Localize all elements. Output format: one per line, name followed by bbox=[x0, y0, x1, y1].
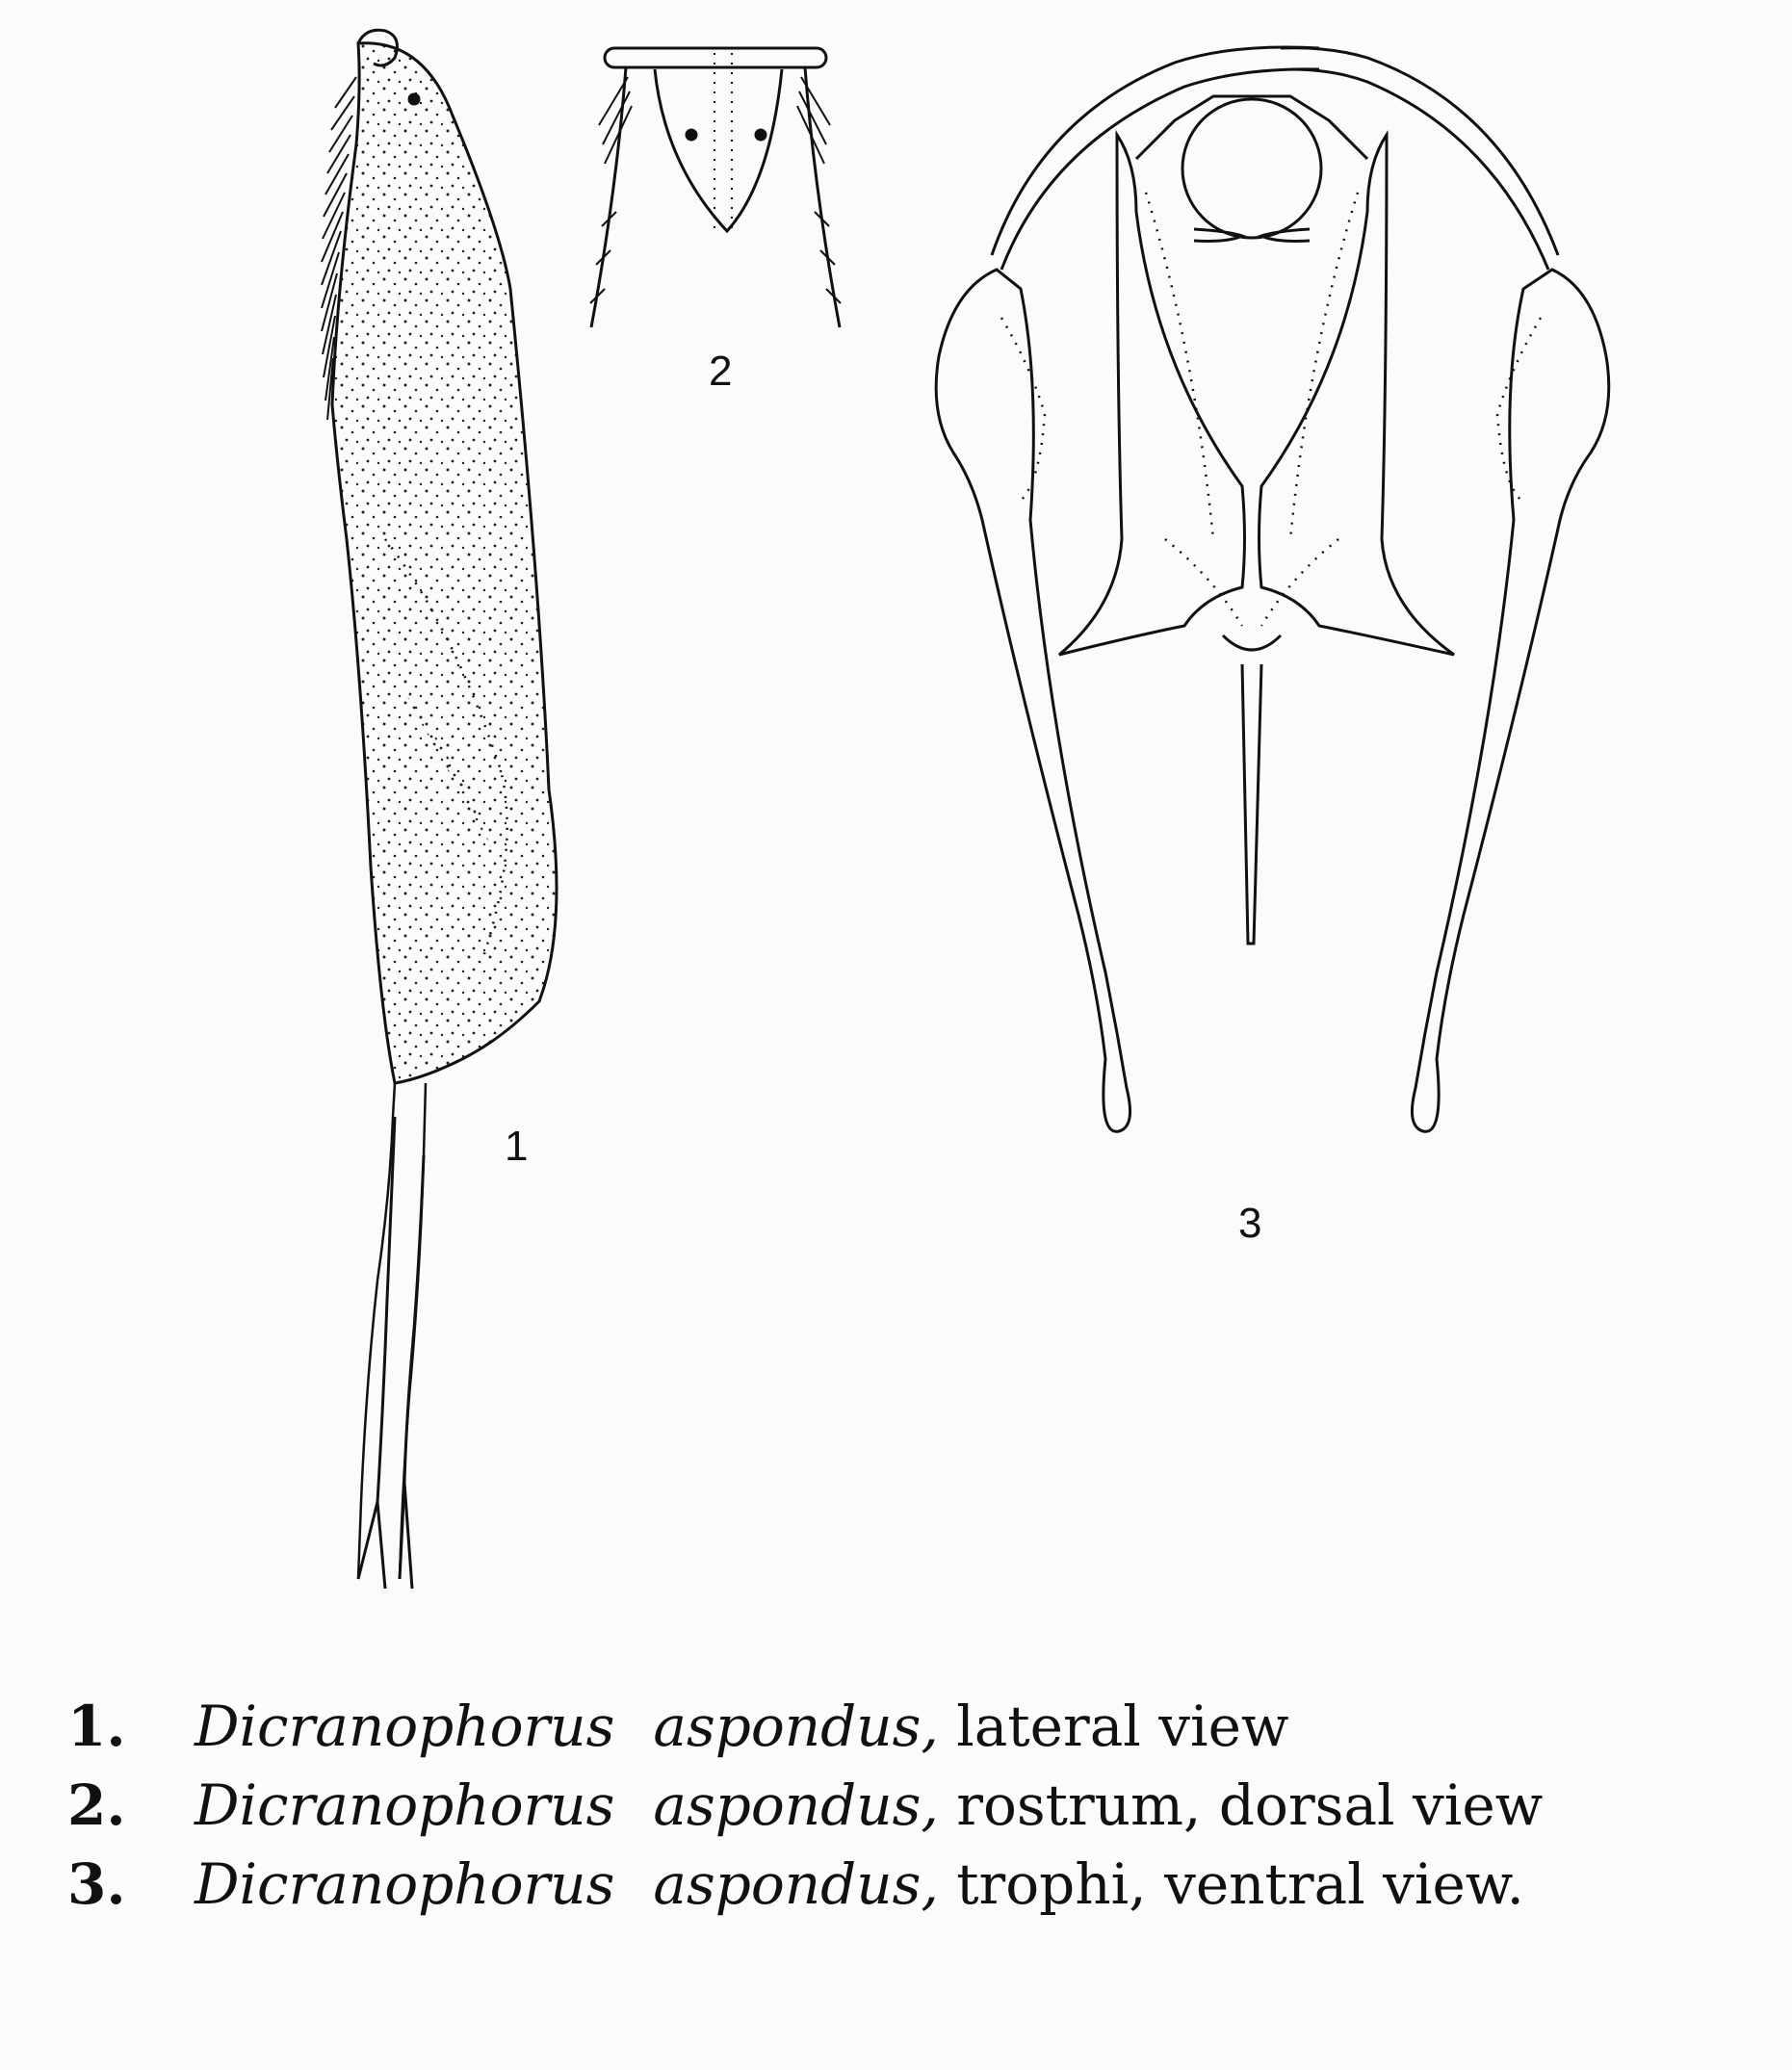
caption-description: lateral view bbox=[956, 1694, 1289, 1759]
caption-genus: Dicranophorus bbox=[195, 1851, 615, 1917]
caption-line-3 bbox=[67, 1845, 1762, 1924]
caption-description: rostrum, dorsal view bbox=[956, 1772, 1544, 1838]
caption-genus: Dicranophorus bbox=[195, 1694, 615, 1759]
caption-line-1 bbox=[67, 1687, 1762, 1766]
caption-species: aspondus, bbox=[653, 1851, 939, 1917]
figure-2-rostrum-view bbox=[590, 48, 841, 327]
caption-description: trophi, ventral view. bbox=[956, 1851, 1524, 1917]
figure-1-lateral-view bbox=[322, 30, 557, 1589]
caption-number: 1. bbox=[67, 1694, 126, 1759]
figure-3-number: 3 bbox=[1238, 1200, 1262, 1247]
caption-species: aspondus, bbox=[653, 1694, 939, 1759]
figure-3-trophi-view bbox=[936, 47, 1609, 1131]
caption-genus: Dicranophorus bbox=[195, 1772, 615, 1838]
figure-captions bbox=[67, 1687, 1762, 1924]
caption-number: 2. bbox=[67, 1772, 126, 1838]
caption-species: aspondus, bbox=[653, 1772, 939, 1838]
figure-2-number: 2 bbox=[709, 348, 733, 395]
caption-line-2 bbox=[67, 1766, 1762, 1845]
figure-1-number: 1 bbox=[505, 1123, 529, 1170]
caption-number: 3. bbox=[67, 1851, 126, 1917]
